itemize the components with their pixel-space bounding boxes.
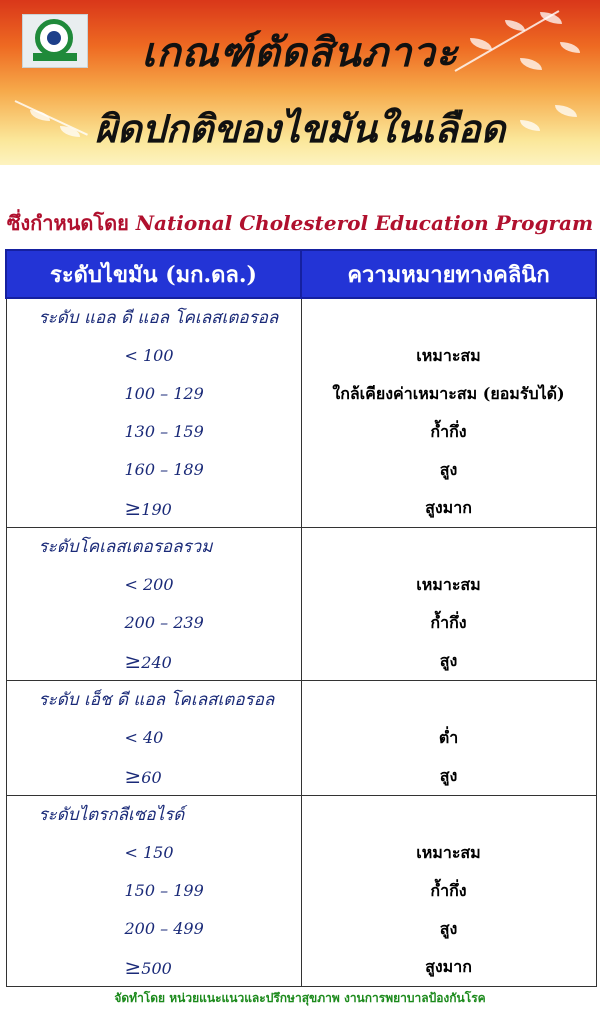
group-label-spacer [302, 299, 596, 337]
level-cell [6, 298, 301, 528]
greater-equal-symbol: ≥ [124, 764, 142, 788]
group-label-spacer [302, 528, 596, 566]
range-text: 160 – 189 [124, 460, 204, 479]
range-text: 200 – 239 [124, 613, 204, 632]
table-row [6, 796, 596, 987]
clinical-meaning: สูง [439, 460, 458, 479]
range-value [7, 757, 301, 795]
clinical-meaning: เหมาะสม [416, 575, 481, 594]
column-header-meaning: ความหมายทางคลินิก [301, 250, 596, 298]
meaning-cell [301, 681, 596, 796]
clinical-meaning: ก้ำกึ่ง [430, 881, 467, 900]
greater-equal-symbol: ≥ [124, 649, 142, 673]
range-text: 200 – 499 [124, 919, 204, 938]
subtitle-prefix: ซึ่งกำหนดโดย [6, 211, 129, 235]
clinical-meaning: สูง [439, 919, 458, 938]
group-label: ระดับ แอล ดี แอล โคเลสเตอรอล [38, 308, 279, 328]
range-value [7, 834, 301, 872]
clinical-meaning: สูง [439, 766, 458, 785]
subtitle-program: National Cholesterol Education Program [135, 211, 594, 235]
range-value [7, 642, 301, 680]
page-title-line2: ผิดปกติของไขมันในเลือด [94, 106, 506, 151]
range-text: 500 [141, 959, 172, 978]
level-cell [6, 528, 301, 681]
range-value [7, 910, 301, 948]
range-text: 100 – 129 [124, 384, 204, 403]
range-text: 240 [141, 653, 172, 672]
greater-equal-symbol: ≥ [124, 955, 142, 979]
group-label: ระดับไตรกลีเซอไรด์ [38, 805, 185, 825]
table-row [6, 298, 596, 528]
criteria-table [5, 249, 597, 987]
range-value [7, 489, 301, 527]
range-text: < 150 [124, 843, 174, 862]
clinical-meaning: ก้ำกึ่ง [430, 613, 467, 632]
range-text: 60 [141, 768, 162, 787]
range-value [7, 719, 301, 757]
range-value [7, 451, 301, 489]
level-cell [6, 796, 301, 987]
group-label-spacer [302, 796, 596, 834]
range-value [7, 604, 301, 642]
range-text: 150 – 199 [124, 881, 204, 900]
meaning-cell [301, 796, 596, 987]
clinical-meaning: สูงมาก [425, 498, 472, 517]
clinical-meaning: สูง [439, 651, 458, 670]
table-row [6, 681, 596, 796]
clinical-meaning: เหมาะสม [416, 843, 481, 862]
page-title-line1: เกณฑ์ตัดสินภาวะ [141, 29, 459, 76]
range-value [7, 337, 301, 375]
group-label-spacer [302, 681, 596, 719]
range-value [7, 375, 301, 413]
meaning-cell [301, 528, 596, 681]
group-label: ระดับ เอ็ช ดี แอล โคเลสเตอรอล [38, 690, 275, 710]
clinical-meaning: ต่ำ [438, 728, 459, 747]
column-header-level: ระดับไขมัน (มก.ดล.) [6, 250, 301, 298]
range-text: 190 [141, 500, 172, 519]
range-value [7, 872, 301, 910]
greater-equal-symbol: ≥ [124, 496, 142, 520]
range-value [7, 413, 301, 451]
page-subtitle [0, 207, 600, 239]
meaning-cell [301, 298, 596, 528]
group-label: ระดับโคเลสเตอรอลรวม [38, 537, 213, 557]
clinical-meaning: ใกล้เคียงค่าเหมาะสม (ยอมรับได้) [332, 384, 565, 403]
range-text: 130 – 159 [124, 422, 204, 441]
range-value [7, 948, 301, 986]
clinical-meaning: สูงมาก [425, 957, 472, 976]
header-banner [0, 0, 600, 165]
range-text: < 40 [124, 728, 164, 747]
clinical-meaning: ก้ำกึ่ง [430, 422, 467, 441]
clinical-meaning: เหมาะสม [416, 346, 481, 365]
range-value [7, 566, 301, 604]
range-text: < 100 [124, 346, 174, 365]
table-row [6, 528, 596, 681]
footer-credit: จัดทำโดย หน่วยแนะแนวและปรึกษาสุขภาพ งานการพยาบาลป้องกันโรค [114, 991, 486, 1005]
level-cell [6, 681, 301, 796]
range-text: < 200 [124, 575, 174, 594]
